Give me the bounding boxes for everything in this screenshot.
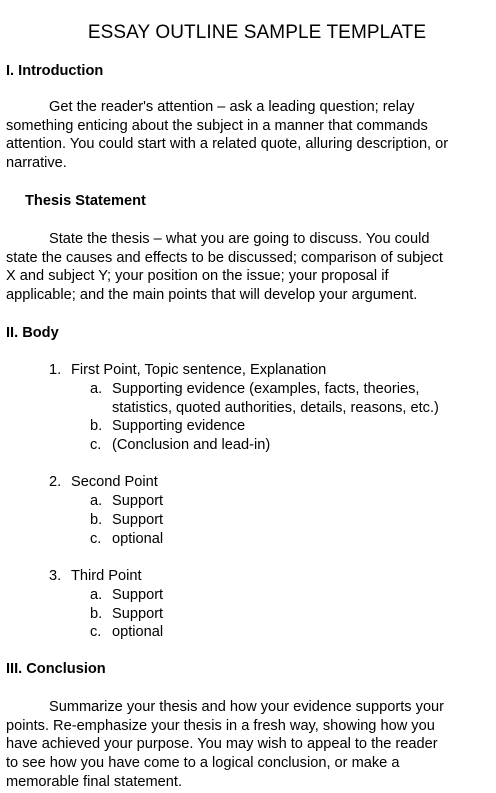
- paragraph-line: memorable final statement.: [6, 773, 183, 790]
- thesis-paragraph: [6, 230, 496, 305]
- outline-subpoint-continuation: statistics, quoted authorities, details, reasons, etc.): [112, 400, 439, 416]
- paragraph-line: Get the reader's attention – ask a leading question; relay: [49, 99, 415, 115]
- subpoint-marker: c.: [90, 437, 102, 453]
- subpoint-text: Supporting evidence: [112, 418, 246, 434]
- point-marker: 1.: [49, 362, 62, 378]
- point-label: Third Point: [71, 568, 142, 584]
- outline-point-3: [49, 567, 142, 586]
- paragraph-line: state the causes and effects to be discussed; comparison of subject: [6, 249, 443, 266]
- subpoint-marker: a.: [90, 381, 103, 397]
- outline-subpoint: [90, 623, 163, 642]
- subpoint-marker: c.: [90, 624, 102, 640]
- conclusion-heading: III. Conclusion: [6, 661, 106, 677]
- point-marker: 2.: [49, 474, 62, 490]
- introduction-heading: I. Introduction: [6, 63, 104, 79]
- page-title: ESSAY OUTLINE SAMPLE TEMPLATE: [87, 22, 427, 43]
- paragraph-line: Summarize your thesis and how your evidence supports your: [49, 699, 445, 715]
- outline-subpoint: [90, 605, 163, 624]
- outline-subpoint: [90, 586, 163, 605]
- point-marker: 3.: [49, 568, 62, 584]
- body-heading: II. Body: [6, 325, 59, 341]
- introduction-paragraph: [6, 98, 496, 173]
- outline-subpoint: [90, 492, 163, 511]
- subpoint-text: optional: [112, 624, 164, 640]
- subpoint-text: optional: [112, 531, 164, 547]
- paragraph-line: applicable; and the main points that will develop your argument.: [6, 287, 418, 304]
- paragraph-line: narrative.: [6, 155, 67, 172]
- paragraph-line: to see how you have come to a logical conclusion, or make a: [6, 755, 400, 772]
- paragraph-line: points. Re-emphasize your thesis in a fresh way, showing how you: [6, 717, 435, 734]
- outline-subpoint: [90, 436, 270, 455]
- point-label: First Point, Topic sentence, Explanation: [71, 362, 327, 378]
- subpoint-marker: b.: [90, 606, 103, 622]
- outline-subpoint: [90, 380, 419, 399]
- subpoint-text: Support: [112, 493, 164, 509]
- subpoint-text: Support: [112, 606, 164, 622]
- paragraph-line: have achieved your purpose. You may wish to appeal to the reader: [6, 736, 438, 753]
- thesis-statement-heading: Thesis Statement: [25, 193, 146, 209]
- subpoint-text: Support: [112, 587, 164, 603]
- paragraph-line: attention. You could start with a related quote, alluring description, or: [6, 136, 449, 153]
- outline-subpoint: [90, 511, 163, 530]
- outline-subpoint: [90, 530, 163, 549]
- subpoint-marker: b.: [90, 418, 103, 434]
- subpoint-marker: a.: [90, 493, 103, 509]
- subpoint-text: Support: [112, 512, 164, 528]
- outline-subpoint: [90, 417, 245, 436]
- point-label: Second Point: [71, 474, 158, 490]
- paragraph-line: something enticing about the subject in a manner that commands: [6, 117, 428, 134]
- subpoint-text: (Conclusion and lead-in): [112, 437, 271, 453]
- paragraph-line: X and subject Y; your position on the issue; your proposal if: [6, 268, 389, 285]
- outline-point-2: [49, 473, 158, 492]
- outline-point-1: [49, 361, 326, 380]
- subpoint-text: Supporting evidence (examples, facts, theories,: [112, 381, 420, 397]
- conclusion-paragraph: [6, 698, 496, 791]
- subpoint-marker: c.: [90, 531, 102, 547]
- subpoint-marker: b.: [90, 512, 103, 528]
- subpoint-marker: a.: [90, 587, 103, 603]
- paragraph-line: State the thesis – what you are going to discuss. You could: [49, 231, 430, 247]
